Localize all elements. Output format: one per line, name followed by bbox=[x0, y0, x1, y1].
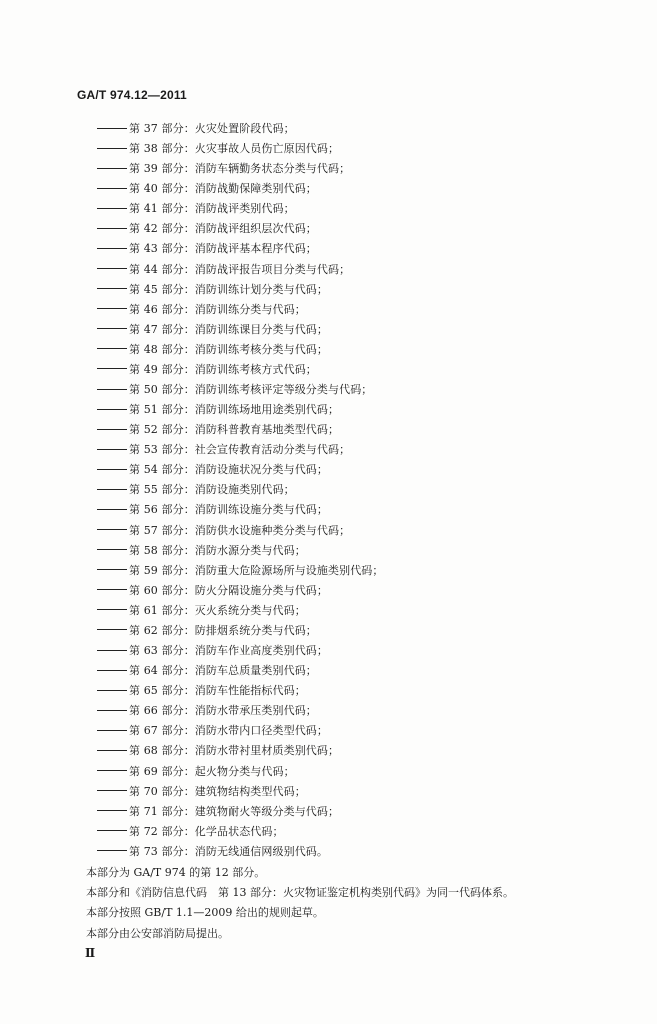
part-list-item bbox=[97, 159, 617, 179]
part-list-item bbox=[97, 400, 617, 420]
part-title: 第 54 部分：消防设施状况分类与代码； bbox=[129, 463, 328, 477]
part-list-item bbox=[97, 139, 617, 159]
part-list-item bbox=[97, 822, 617, 842]
em-dash-marker bbox=[97, 188, 127, 189]
part-list-item bbox=[97, 561, 617, 581]
part-list-item bbox=[97, 842, 617, 862]
em-dash-marker bbox=[97, 268, 127, 269]
part-title: 第 71 部分：建筑物耐火等级分类与代码； bbox=[129, 804, 340, 818]
em-dash-marker bbox=[97, 670, 127, 671]
em-dash-marker bbox=[97, 228, 127, 229]
part-title: 第 61 部分：灭火系统分类与代码； bbox=[129, 603, 306, 617]
part-title: 第 39 部分：消防车辆勤务状态分类与代码； bbox=[129, 162, 351, 176]
part-title: 第 41 部分：消防战评类别代码； bbox=[129, 202, 295, 216]
part-list-item bbox=[97, 420, 617, 440]
part-title: 第 70 部分：建筑物结构类型代码； bbox=[129, 784, 306, 798]
part-title: 第 69 部分：起火物分类与代码； bbox=[129, 764, 295, 778]
em-dash-marker bbox=[97, 328, 127, 329]
part-list-item bbox=[97, 460, 617, 480]
part-title: 第 44 部分：消防战评报告项目分类与代码； bbox=[129, 262, 351, 276]
em-dash-marker bbox=[97, 710, 127, 711]
part-title: 第 59 部分：消防重大危险源场所与设施类别代码； bbox=[129, 563, 384, 577]
part-list-item bbox=[97, 782, 617, 802]
em-dash-marker bbox=[97, 830, 127, 831]
part-list-item bbox=[97, 260, 617, 280]
part-title: 第 49 部分：消防训练考核方式代码； bbox=[129, 362, 317, 376]
part-title: 第 55 部分：消防设施类别代码； bbox=[129, 483, 295, 497]
em-dash-marker bbox=[97, 128, 127, 129]
part-list-item bbox=[97, 199, 617, 219]
page-number: Ⅱ bbox=[85, 946, 96, 960]
part-list-item bbox=[97, 480, 617, 500]
foreword-paragraph: 本部分为 GA/T 974 的第 12 部分。 bbox=[86, 866, 266, 879]
part-list-item bbox=[97, 300, 617, 320]
part-title: 第 52 部分：消防科普教育基地类型代码； bbox=[129, 423, 340, 437]
part-title: 第 73 部分：消防无线通信网级别代码。 bbox=[129, 844, 328, 858]
part-title: 第 66 部分：消防水带承压类别代码； bbox=[129, 704, 317, 718]
parts-list bbox=[97, 119, 617, 862]
part-list-item bbox=[97, 500, 617, 520]
part-title: 第 43 部分：消防战评基本程序代码； bbox=[129, 242, 317, 256]
part-title: 第 72 部分：化学品状态代码； bbox=[129, 824, 284, 838]
part-title: 第 60 部分：防火分隔设施分类与代码； bbox=[129, 583, 328, 597]
part-title: 第 57 部分：消防供水设施种类分类与代码； bbox=[129, 523, 351, 537]
part-title: 第 62 部分：防排烟系统分类与代码； bbox=[129, 623, 317, 637]
part-title: 第 65 部分：消防车性能指标代码； bbox=[129, 684, 306, 698]
part-list-item bbox=[97, 661, 617, 681]
em-dash-marker bbox=[97, 308, 127, 309]
em-dash-marker bbox=[97, 368, 127, 369]
part-title: 第 64 部分：消防车总质量类别代码； bbox=[129, 664, 317, 678]
part-list-item bbox=[97, 521, 617, 541]
em-dash-marker bbox=[97, 529, 127, 530]
em-dash-marker bbox=[97, 168, 127, 169]
part-title: 第 38 部分：火灾事故人员伤亡原因代码； bbox=[129, 142, 340, 156]
foreword-paragraph: 本部分由公安部消防局提出。 bbox=[86, 926, 229, 940]
em-dash-marker bbox=[97, 469, 127, 470]
em-dash-marker bbox=[97, 389, 127, 390]
part-list-item bbox=[97, 219, 617, 239]
document-header-id: GA/T 974.12—2011 bbox=[77, 88, 187, 102]
em-dash-marker bbox=[97, 429, 127, 430]
em-dash-marker bbox=[97, 409, 127, 410]
em-dash-marker bbox=[97, 810, 127, 811]
part-list-item bbox=[97, 239, 617, 259]
part-list-item bbox=[97, 541, 617, 561]
part-title: 第 50 部分：消防训练考核评定等级分类与代码； bbox=[129, 383, 373, 397]
foreword-paragraph: 本部分和《消防信息代码 第 13 部分：火灾物证鉴定机构类别代码》为同一代码体系。 bbox=[86, 886, 514, 900]
part-list-item bbox=[97, 762, 617, 782]
em-dash-marker bbox=[97, 449, 127, 450]
em-dash-marker bbox=[97, 730, 127, 731]
part-list-item bbox=[97, 641, 617, 661]
part-title: 第 47 部分：消防训练课目分类与代码； bbox=[129, 322, 328, 336]
part-title: 第 58 部分：消防水源分类与代码； bbox=[129, 543, 306, 557]
part-list-item bbox=[97, 601, 617, 621]
part-title: 第 56 部分：消防训练设施分类与代码； bbox=[129, 503, 328, 517]
part-title: 第 63 部分：消防车作业高度类别代码； bbox=[129, 644, 328, 658]
em-dash-marker bbox=[97, 509, 127, 510]
part-list-item bbox=[97, 360, 617, 380]
part-title: 第 46 部分：消防训练分类与代码； bbox=[129, 302, 306, 316]
part-list-item bbox=[97, 440, 617, 460]
part-title: 第 51 部分：消防训练场地用途类别代码； bbox=[129, 403, 340, 417]
em-dash-marker bbox=[97, 288, 127, 289]
em-dash-marker bbox=[97, 790, 127, 791]
em-dash-marker bbox=[97, 148, 127, 149]
part-list-item bbox=[97, 320, 617, 340]
part-list-item bbox=[97, 802, 617, 822]
part-title: 第 42 部分：消防战评组织层次代码； bbox=[129, 222, 317, 236]
part-list-item bbox=[97, 119, 617, 139]
em-dash-marker bbox=[97, 489, 127, 490]
em-dash-marker bbox=[97, 208, 127, 209]
part-list-item bbox=[97, 721, 617, 741]
em-dash-marker bbox=[97, 629, 127, 630]
em-dash-marker bbox=[97, 770, 127, 771]
em-dash-marker bbox=[97, 549, 127, 550]
em-dash-marker bbox=[97, 690, 127, 691]
part-list-item bbox=[97, 179, 617, 199]
em-dash-marker bbox=[97, 589, 127, 590]
part-list-item bbox=[97, 380, 617, 400]
foreword-paragraphs bbox=[86, 863, 626, 944]
part-list-item bbox=[97, 701, 617, 721]
foreword-paragraph: 本部分按照 GB/T 1.1—2009 给出的规则起草。 bbox=[86, 906, 324, 920]
em-dash-marker bbox=[97, 569, 127, 570]
em-dash-marker bbox=[97, 650, 127, 651]
part-title: 第 53 部分：社会宣传教育活动分类与代码； bbox=[129, 443, 351, 457]
part-list-item bbox=[97, 280, 617, 300]
part-title: 第 48 部分：消防训练考核分类与代码； bbox=[129, 342, 328, 356]
part-list-item bbox=[97, 621, 617, 641]
part-list-item bbox=[97, 681, 617, 701]
em-dash-marker bbox=[97, 248, 127, 249]
em-dash-marker bbox=[97, 750, 127, 751]
em-dash-marker bbox=[97, 609, 127, 610]
part-list-item bbox=[97, 581, 617, 601]
part-title: 第 67 部分：消防水带内口径类型代码； bbox=[129, 724, 328, 738]
part-list-item bbox=[97, 340, 617, 360]
part-list-item bbox=[97, 741, 617, 761]
part-title: 第 37 部分：火灾处置阶段代码； bbox=[129, 122, 295, 135]
em-dash-marker bbox=[97, 348, 127, 349]
em-dash-marker bbox=[97, 850, 127, 851]
part-title: 第 40 部分：消防战勤保障类别代码； bbox=[129, 182, 317, 196]
part-title: 第 45 部分：消防训练计划分类与代码； bbox=[129, 282, 328, 296]
part-title: 第 68 部分：消防水带衬里材质类别代码； bbox=[129, 744, 340, 758]
